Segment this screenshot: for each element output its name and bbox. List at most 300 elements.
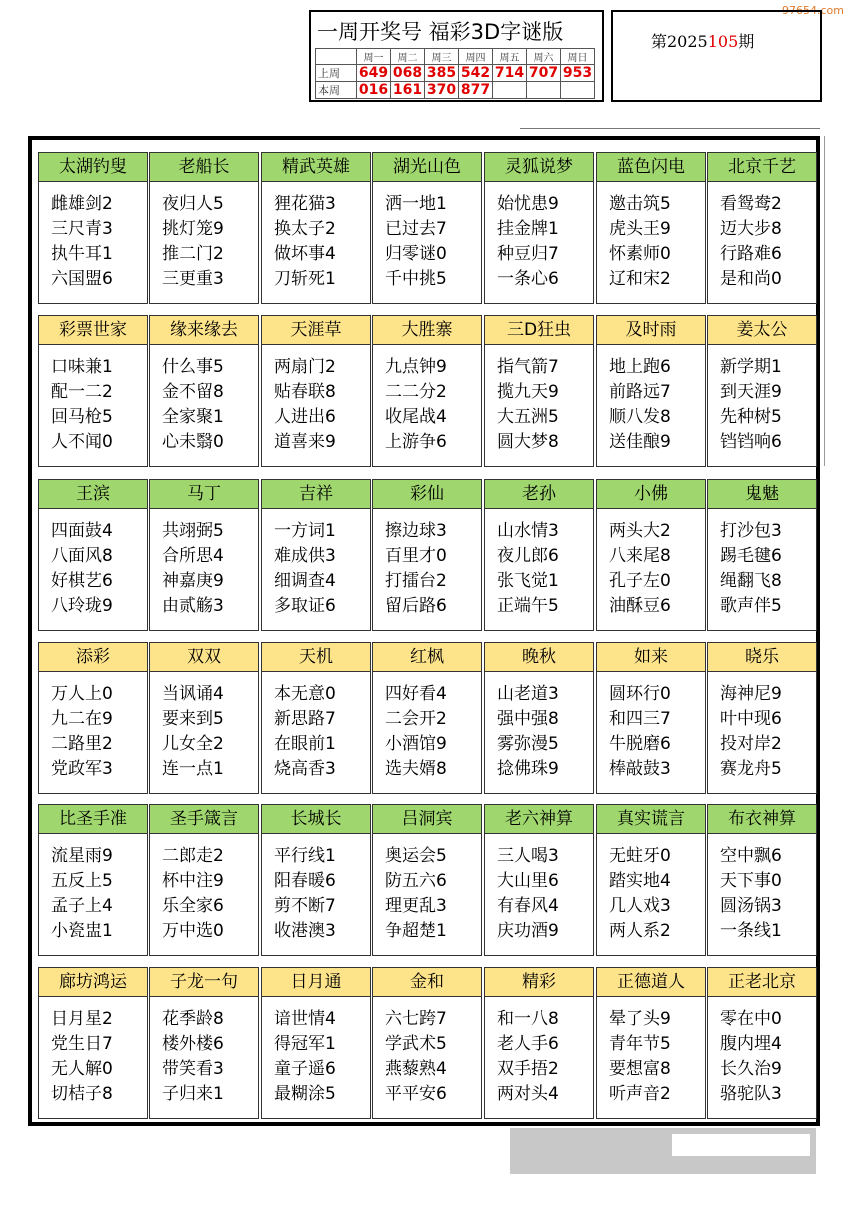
riddle-card-title: 金和: [373, 968, 481, 997]
riddle-line: 绳翻飞8: [720, 571, 782, 591]
riddle-line: 人进出6: [274, 407, 336, 427]
riddle-line: 平行线1: [274, 846, 336, 866]
riddle-line: 在眼前1: [274, 734, 336, 754]
riddle-card: [596, 479, 706, 631]
riddle-card-lines: [162, 1007, 224, 1107]
riddle-card: [149, 642, 259, 794]
riddle-line: 孔子左0: [609, 571, 671, 591]
issue-suffix: 期: [738, 32, 755, 51]
day-header-row: [316, 49, 595, 65]
riddle-line: 打沙包3: [720, 521, 782, 541]
day-header: 周六: [527, 49, 561, 65]
riddle-card-lines: [51, 519, 113, 619]
riddle-card-title: 天涯草: [262, 316, 370, 345]
riddle-line: 百里才0: [385, 546, 447, 566]
riddle-line: 庆功酒9: [497, 921, 559, 941]
last-week-row: [316, 65, 595, 82]
riddle-card: [484, 315, 594, 467]
draw-number: [493, 82, 527, 99]
riddle-line: 学武术5: [385, 1034, 447, 1054]
riddle-line: 狸花猫3: [274, 194, 336, 214]
draw-number: 649: [357, 65, 391, 82]
riddle-line: 一条心6: [497, 269, 559, 289]
day-header: 周三: [425, 49, 459, 65]
riddle-line: 四面鼓4: [51, 521, 113, 541]
riddle-line: 多取证6: [274, 596, 336, 616]
day-header: 周日: [561, 49, 595, 65]
riddle-card: [707, 804, 817, 956]
riddle-card: [38, 967, 148, 1119]
riddle-line: 圆环行0: [609, 684, 671, 704]
riddle-card-title: 及时雨: [597, 316, 705, 345]
riddle-card: [484, 642, 594, 794]
riddle-line: 到天涯9: [720, 382, 782, 402]
riddle-line: 防五六6: [385, 871, 447, 891]
riddle-card: [707, 967, 817, 1119]
riddle-card-title: 正德道人: [597, 968, 705, 997]
riddle-line: 零在中0: [720, 1009, 782, 1029]
riddle-card: [484, 479, 594, 631]
riddle-line: 难成供3: [274, 546, 336, 566]
riddle-line: 要来到5: [162, 709, 224, 729]
riddle-line: 已过去7: [385, 219, 447, 239]
riddle-line: 夜儿郎6: [497, 546, 559, 566]
riddle-card-title: 精武英雄: [262, 153, 370, 182]
riddle-card-title: 晚秋: [485, 643, 593, 672]
riddle-card: [38, 642, 148, 794]
riddle-card-lines: [51, 192, 113, 292]
riddle-card-lines: [720, 682, 782, 782]
riddle-card: [484, 804, 594, 956]
riddle-line: 心未翳0: [162, 432, 224, 452]
riddle-line: 换太子2: [274, 219, 336, 239]
riddle-card-lines: [720, 844, 782, 944]
riddle-card-lines: [274, 682, 336, 782]
riddle-line: 刀斩死1: [274, 269, 336, 289]
riddle-line: 儿女全2: [162, 734, 224, 754]
riddle-line: 共翊弼5: [162, 521, 224, 541]
issue-prefix: 第2025: [651, 32, 708, 51]
riddle-line: 听声音2: [609, 1084, 671, 1104]
riddle-card-lines: [609, 519, 671, 619]
riddle-line: 本无意0: [274, 684, 336, 704]
riddle-card-lines: [609, 1007, 671, 1107]
riddle-card: [707, 479, 817, 631]
riddle-card-lines: [385, 844, 447, 944]
riddle-line: 地上跑6: [609, 357, 671, 377]
riddle-card-title: 日月通: [262, 968, 370, 997]
riddle-line: 棒敲鼓3: [609, 759, 671, 779]
riddle-line: 大五洲5: [497, 407, 559, 427]
riddle-card: [261, 804, 371, 956]
divider-line: [824, 136, 825, 466]
riddle-line: 要想富8: [609, 1059, 671, 1079]
riddle-line: 两对头4: [497, 1084, 559, 1104]
riddle-card-lines: [162, 682, 224, 782]
riddle-card-lines: [720, 1007, 782, 1107]
riddle-line: 两人系2: [609, 921, 671, 941]
draw-number: 877: [459, 82, 493, 99]
riddle-line: 人不闻0: [51, 432, 113, 452]
riddle-line: 由贰觞3: [162, 596, 224, 616]
riddle-line: 青年节5: [609, 1034, 671, 1054]
riddle-card-title: 鬼魅: [708, 480, 816, 509]
riddle-card: [596, 967, 706, 1119]
riddle-card-title: 长城长: [262, 805, 370, 834]
riddle-line: 孟子上4: [51, 896, 113, 916]
draw-number: 016: [357, 82, 391, 99]
riddle-card-title: 马丁: [150, 480, 258, 509]
riddle-line: 正端午5: [497, 596, 559, 616]
riddle-line: 一方词1: [274, 521, 336, 541]
riddle-card-lines: [51, 682, 113, 782]
riddle-line: 种豆归7: [497, 244, 559, 264]
riddle-line: 九点钟9: [385, 357, 447, 377]
riddle-line: 骆驼队3: [720, 1084, 782, 1104]
riddle-line: 捻佛珠9: [497, 759, 559, 779]
riddle-line: 擦边球3: [385, 521, 447, 541]
draw-number: 161: [391, 82, 425, 99]
riddle-line: 二郎走2: [162, 846, 224, 866]
riddle-line: 收尾战4: [385, 407, 447, 427]
riddle-card-title: 三D狂虫: [485, 316, 593, 345]
riddle-line: 理更乱3: [385, 896, 447, 916]
riddle-card: [484, 967, 594, 1119]
divider-line: [520, 128, 820, 129]
riddle-line: 烧高香3: [274, 759, 336, 779]
riddle-line: 道喜来9: [274, 432, 336, 452]
riddle-line: 当讽诵4: [162, 684, 224, 704]
riddle-card-title: 添彩: [39, 643, 147, 672]
riddle-card: [596, 315, 706, 467]
riddle-line: 揽九天9: [497, 382, 559, 402]
riddle-card-title: 北京千艺: [708, 153, 816, 182]
riddle-line: 两扇门2: [274, 357, 336, 377]
riddle-line: 最糊涂5: [274, 1084, 336, 1104]
riddle-card-title: 灵狐说梦: [485, 153, 593, 182]
draw-number: 068: [391, 65, 425, 82]
riddle-card-lines: [385, 682, 447, 782]
riddle-line: 流星雨9: [51, 846, 113, 866]
riddle-line: 做坏事4: [274, 244, 336, 264]
riddle-card-lines: [497, 355, 559, 455]
riddle-card-lines: [51, 844, 113, 944]
riddle-line: 三更重3: [162, 269, 224, 289]
riddle-line: 张飞觉1: [497, 571, 559, 591]
riddle-line: 一条线1: [720, 921, 782, 941]
draw-number: [527, 82, 561, 99]
riddle-line: 洒一地1: [385, 194, 447, 214]
riddle-line: 六国盟6: [51, 269, 113, 289]
riddle-card-title: 姜太公: [708, 316, 816, 345]
riddle-line: 天下事0: [720, 871, 782, 891]
riddle-line: 虎头王9: [609, 219, 671, 239]
riddle-card: [149, 479, 259, 631]
riddle-card-lines: [609, 355, 671, 455]
riddle-line: 两头大2: [609, 521, 671, 541]
riddle-line: 油酥豆6: [609, 596, 671, 616]
day-header: 周五: [493, 49, 527, 65]
riddle-card-title: 吉祥: [262, 480, 370, 509]
riddle-card-lines: [609, 844, 671, 944]
riddle-line: 始忧患9: [497, 194, 559, 214]
riddle-card-lines: [274, 355, 336, 455]
riddle-line: 杯中注9: [162, 871, 224, 891]
riddle-card-lines: [497, 1007, 559, 1107]
riddle-card: [372, 479, 482, 631]
riddle-line: 合所思4: [162, 546, 224, 566]
riddle-line: 圆汤锅3: [720, 896, 782, 916]
riddle-line: 贴春联8: [274, 382, 336, 402]
riddle-card: [261, 152, 371, 304]
riddle-card: [372, 967, 482, 1119]
riddle-card-lines: [162, 355, 224, 455]
riddle-line: 全家聚1: [162, 407, 224, 427]
riddle-line: 双手捂2: [497, 1059, 559, 1079]
riddle-line: 圆大梦8: [497, 432, 559, 452]
riddle-line: 小瓷盅1: [51, 921, 113, 941]
riddle-card: [596, 152, 706, 304]
riddle-line: 老人手6: [497, 1034, 559, 1054]
riddle-line: 万人上0: [51, 684, 113, 704]
riddle-line: 童子遥6: [274, 1059, 336, 1079]
riddle-card-lines: [162, 519, 224, 619]
riddle-line: 平平安6: [385, 1084, 447, 1104]
riddle-line: 得冠军1: [274, 1034, 336, 1054]
riddle-card-lines: [720, 192, 782, 292]
riddle-line: 和一八8: [497, 1009, 559, 1029]
watermark: 97654.com: [782, 4, 844, 17]
riddle-line: 前路远7: [609, 382, 671, 402]
riddle-line: 九二在9: [51, 709, 113, 729]
riddle-line: 争超楚1: [385, 921, 447, 941]
riddle-line: 千中挑5: [385, 269, 447, 289]
riddle-line: 海神尼9: [720, 684, 782, 704]
riddle-line: 收港澳3: [274, 921, 336, 941]
riddle-line: 口味兼1: [51, 357, 113, 377]
riddle-line: 强中强8: [497, 709, 559, 729]
riddle-card-lines: [497, 192, 559, 292]
panel-title: 一周开奖号 福彩3D字谜版: [317, 20, 564, 44]
riddle-line: 雌雄剑2: [51, 194, 113, 214]
riddle-line: 无人解0: [51, 1059, 113, 1079]
riddle-line: 挂金牌1: [497, 219, 559, 239]
riddle-card-title: 缘来缘去: [150, 316, 258, 345]
riddle-line: 留后路6: [385, 596, 447, 616]
riddle-card-title: 布衣神算: [708, 805, 816, 834]
riddle-card-lines: [497, 519, 559, 619]
draw-number: 542: [459, 65, 493, 82]
riddle-line: 腹内埋4: [720, 1034, 782, 1054]
riddle-line: 叶中现6: [720, 709, 782, 729]
riddle-line: 长久治9: [720, 1059, 782, 1079]
riddle-card-title: 王滨: [39, 480, 147, 509]
riddle-card-title: 彩仙: [373, 480, 481, 509]
riddle-line: 顺八发8: [609, 407, 671, 427]
riddle-card-lines: [385, 355, 447, 455]
riddle-line: 迈大步8: [720, 219, 782, 239]
riddle-line: 和四三7: [609, 709, 671, 729]
riddle-line: 谙世情4: [274, 1009, 336, 1029]
riddle-card-title: 正老北京: [708, 968, 816, 997]
draw-number: 707: [527, 65, 561, 82]
draw-number: [561, 82, 595, 99]
riddle-line: 几人戏3: [609, 896, 671, 916]
draw-results-table: [315, 48, 595, 99]
riddle-card-title: 精彩: [485, 968, 593, 997]
riddle-line: 看鸳鸯2: [720, 194, 782, 214]
riddle-line: 晕了头9: [609, 1009, 671, 1029]
riddle-card-title: 小佛: [597, 480, 705, 509]
riddle-card: [372, 315, 482, 467]
issue-number: 105: [707, 32, 739, 51]
riddle-card-lines: [385, 1007, 447, 1107]
riddle-card-title: 老孙: [485, 480, 593, 509]
riddle-card-lines: [385, 519, 447, 619]
riddle-card: [707, 642, 817, 794]
riddle-card-title: 湖光山色: [373, 153, 481, 182]
day-header: 周一: [357, 49, 391, 65]
riddle-line: 奥运会5: [385, 846, 447, 866]
riddle-line: 有春风4: [497, 896, 559, 916]
riddle-card: [261, 642, 371, 794]
riddle-line: 辽和宋2: [609, 269, 671, 289]
riddle-line: 万中选0: [162, 921, 224, 941]
riddle-card-lines: [497, 682, 559, 782]
riddle-line: 什么事5: [162, 357, 224, 377]
day-header: 周四: [459, 49, 493, 65]
draw-number: 953: [561, 65, 595, 82]
draw-results-panel: [309, 10, 604, 102]
riddle-line: 空中飘6: [720, 846, 782, 866]
riddle-line: 是和尚0: [720, 269, 782, 289]
riddle-line: 新思路7: [274, 709, 336, 729]
riddle-line: 牛脱磨6: [609, 734, 671, 754]
riddle-card: [149, 804, 259, 956]
riddle-card: [261, 315, 371, 467]
riddle-card-lines: [162, 192, 224, 292]
riddle-line: 选夫婿8: [385, 759, 447, 779]
riddle-line: 阳春暖6: [274, 871, 336, 891]
riddle-card: [149, 315, 259, 467]
riddle-card-lines: [385, 192, 447, 292]
riddle-card-title: 子龙一句: [150, 968, 258, 997]
this-week-label: 本周: [316, 82, 357, 99]
riddle-line: 八面风8: [51, 546, 113, 566]
riddle-card-title: 双双: [150, 643, 258, 672]
riddle-card-title: 太湖钓叟: [39, 153, 147, 182]
riddle-line: 五反上5: [51, 871, 113, 891]
riddle-line: 六七跨7: [385, 1009, 447, 1029]
draw-number: 370: [425, 82, 459, 99]
riddle-card-title: 圣手箴言: [150, 805, 258, 834]
riddle-line: 党生日7: [51, 1034, 113, 1054]
riddle-line: 细调查4: [274, 571, 336, 591]
riddle-card-title: 老六神算: [485, 805, 593, 834]
riddle-line: 新学期1: [720, 357, 782, 377]
draw-number: 385: [425, 65, 459, 82]
riddle-line: 连一点1: [162, 759, 224, 779]
riddle-line: 楼外楼6: [162, 1034, 224, 1054]
riddle-card-title: 蓝色闪电: [597, 153, 705, 182]
riddle-line: 剪不断7: [274, 896, 336, 916]
riddle-card-lines: [162, 844, 224, 944]
riddle-line: 花季龄8: [162, 1009, 224, 1029]
riddle-card-title: 吕洞宾: [373, 805, 481, 834]
riddle-card-lines: [720, 355, 782, 455]
riddle-card: [707, 315, 817, 467]
riddle-card-title: 老船长: [150, 153, 258, 182]
riddle-line: 党政军3: [51, 759, 113, 779]
riddle-card-lines: [609, 192, 671, 292]
riddle-line: 配一二2: [51, 382, 113, 402]
riddle-line: 燕藜熟4: [385, 1059, 447, 1079]
draw-number: 714: [493, 65, 527, 82]
issue-panel: [611, 10, 822, 102]
riddle-line: 二二分2: [385, 382, 447, 402]
riddle-line: 二会开2: [385, 709, 447, 729]
riddle-line: 先种树5: [720, 407, 782, 427]
riddle-card-title: 天机: [262, 643, 370, 672]
riddle-line: 山水情3: [497, 521, 559, 541]
riddle-line: 带笑看3: [162, 1059, 224, 1079]
riddle-line: 神嘉庚9: [162, 571, 224, 591]
issue-label: [651, 29, 754, 52]
day-header: 周二: [391, 49, 425, 65]
riddle-line: 无蛀牙0: [609, 846, 671, 866]
riddle-card: [38, 479, 148, 631]
riddle-line: 二路里2: [51, 734, 113, 754]
riddle-line: 怀素师0: [609, 244, 671, 264]
riddle-card: [372, 804, 482, 956]
riddle-card: [596, 642, 706, 794]
riddle-card-title: 彩票世家: [39, 316, 147, 345]
riddle-line: 打擂台2: [385, 571, 447, 591]
riddle-line: 子归来1: [162, 1084, 224, 1104]
riddle-line: 送佳酿9: [609, 432, 671, 452]
riddle-card: [596, 804, 706, 956]
riddle-line: 挑灯笼9: [162, 219, 224, 239]
riddle-line: 四好看4: [385, 684, 447, 704]
riddle-card-lines: [609, 682, 671, 782]
riddle-line: 指气箭7: [497, 357, 559, 377]
riddle-card: [707, 152, 817, 304]
riddle-line: 好棋艺6: [51, 571, 113, 591]
riddle-line: 小酒馆9: [385, 734, 447, 754]
riddle-line: 行路难6: [720, 244, 782, 264]
riddle-line: 八玲珑9: [51, 596, 113, 616]
riddle-line: 雾弥漫5: [497, 734, 559, 754]
riddle-card: [149, 967, 259, 1119]
riddle-line: 执牛耳1: [51, 244, 113, 264]
riddle-card: [149, 152, 259, 304]
riddle-line: 三尺青3: [51, 219, 113, 239]
riddle-line: 金不留8: [162, 382, 224, 402]
riddle-card-title: 晓乐: [708, 643, 816, 672]
riddle-line: 赛龙舟5: [720, 759, 782, 779]
riddle-line: 投对岸2: [720, 734, 782, 754]
riddle-line: 推二门2: [162, 244, 224, 264]
riddle-card-title: 真实谎言: [597, 805, 705, 834]
riddle-card: [38, 315, 148, 467]
riddle-card: [38, 152, 148, 304]
riddle-card-title: 比圣手准: [39, 805, 147, 834]
riddle-card-lines: [720, 519, 782, 619]
riddle-card: [372, 152, 482, 304]
riddle-card-lines: [274, 192, 336, 292]
riddle-line: 切桔子8: [51, 1084, 113, 1104]
riddle-card-lines: [51, 355, 113, 455]
